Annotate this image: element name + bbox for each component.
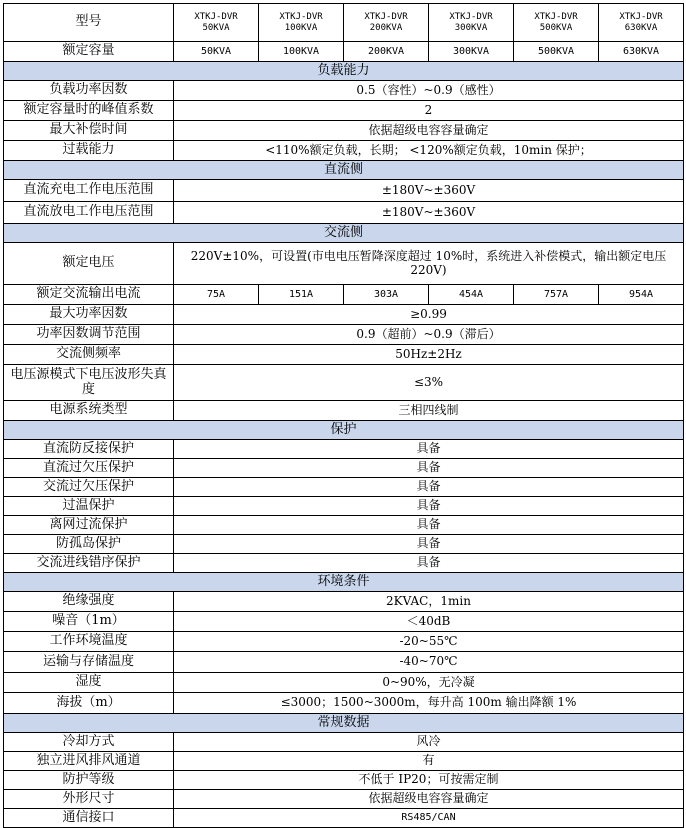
model-series: XTKJ-DVR — [364, 12, 408, 23]
output-current-value: 954A — [599, 285, 684, 305]
spec-row — [4, 673, 684, 693]
spec-label: 最大功率因数 — [4, 305, 174, 325]
model-size: 100KVA — [284, 22, 318, 33]
spec-value: 具备 — [174, 440, 684, 459]
model-size: 300KVA — [454, 22, 488, 33]
spec-value: ±180V~±360V — [174, 202, 684, 224]
spec-label: 直流放电工作电压范围 — [4, 202, 174, 224]
spec-value: 具备 — [174, 478, 684, 497]
spec-label: 绝缘强度 — [4, 592, 174, 612]
model-row — [4, 4, 684, 42]
spec-label: 运输与存储温度 — [4, 652, 174, 673]
spec-label: 交流进线错序保护 — [4, 554, 174, 573]
section-title: 直流侧 — [4, 161, 684, 180]
spec-label: 通信接口 — [4, 809, 174, 828]
capacity-value: 630KVA — [599, 42, 684, 62]
spec-label: 防孤岛保护 — [4, 535, 174, 554]
model-cell-300 — [429, 4, 514, 42]
spec-row — [4, 478, 684, 497]
spec-row — [4, 325, 684, 345]
output-current-value: 303A — [344, 285, 429, 305]
spec-row — [4, 440, 684, 459]
spec-row — [4, 345, 684, 365]
spec-row — [4, 81, 684, 101]
spec-row — [4, 752, 684, 771]
spec-value: 具备 — [174, 516, 684, 535]
spec-row — [4, 612, 684, 632]
spec-value: 2 — [174, 101, 684, 121]
spec-label: 最大补偿时间 — [4, 121, 174, 141]
spec-value: 0.5（容性）~0.9（感性） — [174, 81, 684, 101]
spec-value: ＜40dB — [174, 612, 684, 632]
spec-row — [4, 180, 684, 202]
capacity-value: 200KVA — [344, 42, 429, 62]
spec-label: 直流充电工作电压范围 — [4, 180, 174, 202]
spec-row — [4, 554, 684, 573]
capacity-row — [4, 42, 684, 62]
spec-label: 电压源模式下电压波形失真度 — [4, 365, 174, 401]
spec-value: -40~70℃ — [174, 652, 684, 673]
capacity-label: 额定容量 — [4, 42, 174, 62]
model-series: XTKJ-DVR — [279, 12, 323, 23]
spec-label: 功率因数调节范围 — [4, 325, 174, 345]
spec-row — [4, 632, 684, 652]
spec-value: ≥0.99 — [174, 305, 684, 325]
spec-label: 额定电压 — [4, 243, 174, 285]
spec-value: 220V±10%，可设置(市电电压暂降深度超过 10%时，系统进入补偿模式，输出额定电压 220V) — [174, 243, 684, 285]
spec-label: 防护等级 — [4, 771, 174, 790]
spec-value: ≤3000；1500~3000m，每升高 100m 输出降额 1% — [174, 693, 684, 714]
spec-label: 电源系统类型 — [4, 401, 174, 421]
spec-row — [4, 771, 684, 790]
spec-value: RS485/CAN — [174, 809, 684, 828]
spec-row — [4, 305, 684, 325]
spec-row — [4, 809, 684, 828]
spec-row — [4, 733, 684, 752]
section-title: 交流侧 — [4, 224, 684, 243]
spec-value: 50Hz±2Hz — [174, 345, 684, 365]
section-load — [4, 62, 684, 81]
model-cell-50 — [174, 4, 259, 42]
spec-row — [4, 516, 684, 535]
model-size: 630KVA — [624, 22, 658, 33]
capacity-value: 500KVA — [514, 42, 599, 62]
model-series: XTKJ-DVR — [619, 12, 663, 23]
model-size: 200KVA — [369, 22, 403, 33]
spec-label: 工作环境温度 — [4, 632, 174, 652]
spec-value: 依据超级电容容量确定 — [174, 790, 684, 809]
capacity-value: 300KVA — [429, 42, 514, 62]
spec-value: 具备 — [174, 459, 684, 478]
output-current-row — [4, 285, 684, 305]
spec-value: 风冷 — [174, 733, 684, 752]
spec-row — [4, 790, 684, 809]
spec-row — [4, 121, 684, 141]
spec-label: 噪音（1m） — [4, 612, 174, 632]
output-current-value: 757A — [514, 285, 599, 305]
spec-label: 冷却方式 — [4, 733, 174, 752]
spec-row — [4, 202, 684, 224]
capacity-value: 50KVA — [174, 42, 259, 62]
spec-value: 依据超级电容容量确定 — [174, 121, 684, 141]
spec-label: 离网过流保护 — [4, 516, 174, 535]
spec-row — [4, 243, 684, 285]
spec-row — [4, 592, 684, 612]
output-current-value: 75A — [174, 285, 259, 305]
output-current-value: 151A — [259, 285, 344, 305]
spec-label: 独立进风排风通道 — [4, 752, 174, 771]
spec-value: ≤3% — [174, 365, 684, 401]
section-protection — [4, 421, 684, 440]
capacity-value: 100KVA — [259, 42, 344, 62]
section-ac — [4, 224, 684, 243]
spec-row — [4, 101, 684, 121]
model-cell-200 — [344, 4, 429, 42]
spec-value: 不低于 IP20；可按需定制 — [174, 771, 684, 790]
spec-label: 直流防反接保护 — [4, 440, 174, 459]
spec-label: 海拔（m） — [4, 693, 174, 714]
section-general — [4, 714, 684, 733]
model-series: XTKJ-DVR — [534, 12, 578, 23]
spec-label: 额定交流输出电流 — [4, 285, 174, 305]
spec-value: 具备 — [174, 554, 684, 573]
spec-row — [4, 693, 684, 714]
section-environment — [4, 573, 684, 592]
spec-label: 过载能力 — [4, 141, 174, 161]
spec-row — [4, 652, 684, 673]
spec-label: 交流过欠压保护 — [4, 478, 174, 497]
spec-label: 额定容量时的峰值系数 — [4, 101, 174, 121]
model-cell-500 — [514, 4, 599, 42]
spec-value: 具备 — [174, 535, 684, 554]
model-cell-100 — [259, 4, 344, 42]
spec-value: -20~55℃ — [174, 632, 684, 652]
output-current-value: 454A — [429, 285, 514, 305]
spec-label: 外形尺寸 — [4, 790, 174, 809]
spec-row — [4, 141, 684, 161]
spec-value: ±180V~±360V — [174, 180, 684, 202]
section-title: 环境条件 — [4, 573, 684, 592]
spec-label: 湿度 — [4, 673, 174, 693]
model-label: 型号 — [4, 4, 174, 42]
spec-row — [4, 459, 684, 478]
spec-label: 交流侧频率 — [4, 345, 174, 365]
spec-value: 三相四线制 — [174, 401, 684, 421]
spec-row — [4, 535, 684, 554]
spec-row — [4, 365, 684, 401]
spec-value: 具备 — [174, 497, 684, 516]
model-size: 500KVA — [539, 22, 573, 33]
spec-row — [4, 497, 684, 516]
spec-value: 有 — [174, 752, 684, 771]
section-title: 常规数据 — [4, 714, 684, 733]
model-cell-630 — [599, 4, 684, 42]
spec-value: 0.9（超前）~0.9（滞后） — [174, 325, 684, 345]
section-dc — [4, 161, 684, 180]
spec-value: <110%额定负载，长期； <120%额定负载，10min 保护； — [174, 141, 684, 161]
spec-value: 0~90%，无冷凝 — [174, 673, 684, 693]
model-series: XTKJ-DVR — [449, 12, 493, 23]
spec-label: 直流过欠压保护 — [4, 459, 174, 478]
model-size: 50KVA — [202, 22, 230, 33]
spec-value: 2KVAC，1min — [174, 592, 684, 612]
section-title: 负载能力 — [4, 62, 684, 81]
spec-table — [3, 3, 684, 828]
spec-label: 负载功率因数 — [4, 81, 174, 101]
model-series: XTKJ-DVR — [194, 12, 238, 23]
spec-label: 过温保护 — [4, 497, 174, 516]
section-title: 保护 — [4, 421, 684, 440]
spec-row — [4, 401, 684, 421]
